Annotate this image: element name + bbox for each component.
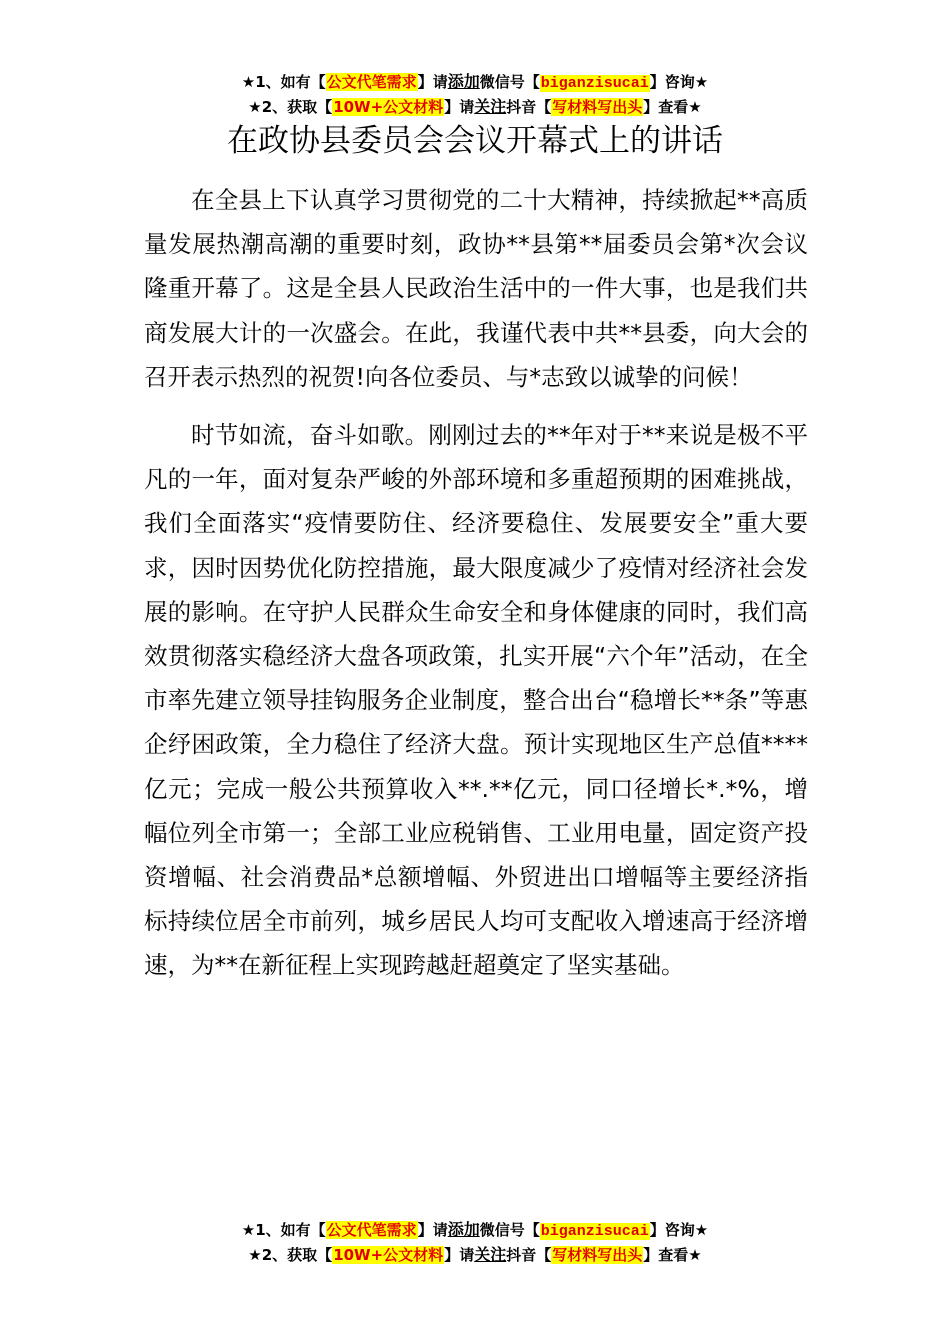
body-paragraph: 时节如流，奋斗如歌。刚刚过去的**年对于**来说是极不平凡的一年，面对复杂严峻的外部环境和多重超预期的困难挑战，我们全面落实“疫情要防住、经济要稳住、发展要安全”重大要求，因时因势优化防控措施，最大限度减少了疫情对经济社会发展的影响。在守护人民群众生命安全和身体健康的同时，我们高效贯彻落实稳经济大盘各项政策，扎实开展“六个年”活动，在全市率先建立领导挂钩服务企业制度，整合出台“稳增长**条”等惠企纾困政策，全力稳住了经济大盘。预计实现地区生产总值****亿元；完成一般公共预算收入**.**亿元，同口径增长*.*%，增幅位列全市第一；全部工业应税销售、工业用电量，固定资产投资增幅、社会消费品*总额增幅、外贸进出口增幅等主要经济指标持续位居全市前列，城乡居民人均可支配收入增速高于经济增速，为**在新征程上实现跨越赶超奠定了坚实基础。 xyxy=(144,421,808,980)
promo-text: ★2、获取【 xyxy=(248,1246,333,1264)
document-body xyxy=(144,178,808,1002)
promo-highlight: 公文代笔需求 xyxy=(326,1221,417,1239)
promo-text: 】请 xyxy=(417,73,448,91)
promo-text: 】查看★ xyxy=(643,1246,702,1264)
promo-highlight: 10W+公文材料 xyxy=(333,98,444,116)
promo-line-2 xyxy=(0,95,950,119)
promo-text: ★1、如有【 xyxy=(241,73,326,91)
promo-underlined-text: 添加 xyxy=(447,72,480,91)
promo-text: 微信号【 xyxy=(479,73,540,91)
promo-text: 抖音【 xyxy=(506,98,552,116)
promo-text: 】咨询★ xyxy=(649,73,709,91)
promo-douyin-name: 写材料写出头 xyxy=(552,98,643,116)
promo-text: 】请 xyxy=(444,1246,475,1264)
promo-underlined-text: 添加 xyxy=(447,1220,480,1239)
promo-text: 】请 xyxy=(417,1221,448,1239)
promo-highlight: 10W+公文材料 xyxy=(333,1246,444,1264)
promo-wechat-id: biganzisucai xyxy=(540,75,649,92)
promo-text: 】请 xyxy=(444,98,475,116)
promo-text: ★1、如有【 xyxy=(241,1221,326,1239)
top-promo-banner xyxy=(0,70,950,119)
promo-wechat-id: biganzisucai xyxy=(540,1223,649,1240)
promo-line-1 xyxy=(0,1218,950,1243)
promo-underlined-text: 关注 xyxy=(474,1245,507,1264)
promo-text: 抖音【 xyxy=(506,1246,552,1264)
promo-underlined-text: 关注 xyxy=(474,97,507,116)
bottom-promo-banner xyxy=(0,1218,950,1267)
document-title: 在政协县委员会会议开幕式上的讲话 xyxy=(227,123,723,159)
promo-text: 】查看★ xyxy=(643,98,702,116)
promo-text: ★2、获取【 xyxy=(248,98,333,116)
promo-text: 】咨询★ xyxy=(649,1221,709,1239)
body-paragraph: 在全县上下认真学习贯彻党的二十大精神，持续掀起**高质量发展热潮高潮的重要时刻，政协**县第**届委员会第*次会议隆重开幕了。这是全县人民政治生活中的一件大事，也是我们共商发展大计的一次盛会。在此，我谨代表中共**县委，向大会的召开表示热烈的祝贺!向各位委员、与*志致以诚挚的问候！ xyxy=(144,186,808,391)
promo-highlight: 公文代笔需求 xyxy=(326,73,417,91)
promo-line-1 xyxy=(0,70,950,95)
promo-douyin-name: 写材料写出头 xyxy=(552,1246,643,1264)
promo-line-2 xyxy=(0,1243,950,1267)
promo-text: 微信号【 xyxy=(479,1221,540,1239)
